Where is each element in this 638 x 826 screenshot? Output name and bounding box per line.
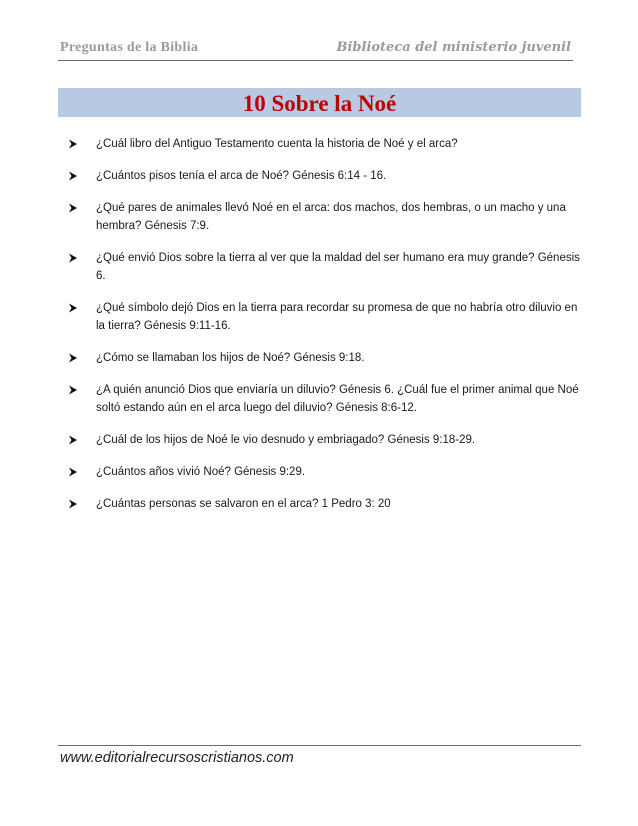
question-text: ¿Cuántas personas se salvaron en el arca? 1 Pedro 3: 20: [96, 498, 391, 510]
arrowhead-bullet-icon: [66, 463, 80, 481]
question-item: [64, 167, 580, 185]
question-item: [64, 431, 580, 449]
header-right-title: Biblioteca del ministerio juvenil: [336, 40, 571, 55]
question-list: [64, 135, 580, 527]
question-item: [64, 495, 580, 513]
footer-url: www.editorialrecursoscristianos.com: [60, 750, 294, 766]
question-item: [64, 299, 580, 335]
question-text: ¿Cuántos pisos tenía el arca de Noé? Génesis 6:14 - 16.: [96, 170, 387, 182]
arrowhead-bullet-icon: [66, 167, 80, 185]
question-item: [64, 135, 580, 153]
page-header: [58, 38, 573, 61]
question-text: ¿Cuál de los hijos de Noé le vio desnudo y embriagado? Génesis 9:18-29.: [96, 434, 476, 446]
question-item: [64, 249, 580, 285]
question-text: ¿Cuántos años vivió Noé? Génesis 9:29.: [96, 466, 306, 478]
arrowhead-bullet-icon: [66, 495, 80, 513]
question-item: [64, 463, 580, 481]
page-title: 10 Sobre la Noé: [242, 91, 397, 116]
question-text: ¿Qué envió Dios sobre la tierra al ver que la maldad del ser humano era muy grande? Génesis 6.: [96, 252, 580, 282]
arrowhead-bullet-icon: [66, 199, 80, 217]
question-text: ¿Qué símbolo dejó Dios en la tierra para recordar su promesa de que no habría otro diluvio en la tierra? Génesis 9:11-16.: [96, 302, 578, 332]
title-band: [58, 88, 581, 117]
question-item: [64, 199, 580, 235]
arrowhead-bullet-icon: [66, 299, 80, 317]
question-text: ¿A quién anunció Dios que enviaría un diluvio? Génesis 6. ¿Cuál fue el primer animal que Noé soltó estando aún en el arca luego del diluvio? Génesis 8:6-12.: [96, 384, 579, 414]
question-text: ¿Qué pares de animales llevó Noé en el arca: dos machos, dos hembras, o un macho y una hembra? Génesis 7:9.: [96, 202, 566, 232]
arrowhead-bullet-icon: [66, 431, 80, 449]
question-item: [64, 381, 580, 417]
arrowhead-bullet-icon: [66, 381, 80, 399]
arrowhead-bullet-icon: [66, 135, 80, 153]
arrowhead-bullet-icon: [66, 349, 80, 367]
header-left-title: Preguntas de la Biblia: [60, 40, 199, 55]
page-footer: [58, 745, 581, 766]
arrowhead-bullet-icon: [66, 249, 80, 267]
question-text: ¿Cuál libro del Antiguo Testamento cuenta la historia de Noé y el arca?: [96, 138, 458, 150]
question-text: ¿Cómo se llamaban los hijos de Noé? Génesis 9:18.: [96, 352, 365, 364]
question-item: [64, 349, 580, 367]
